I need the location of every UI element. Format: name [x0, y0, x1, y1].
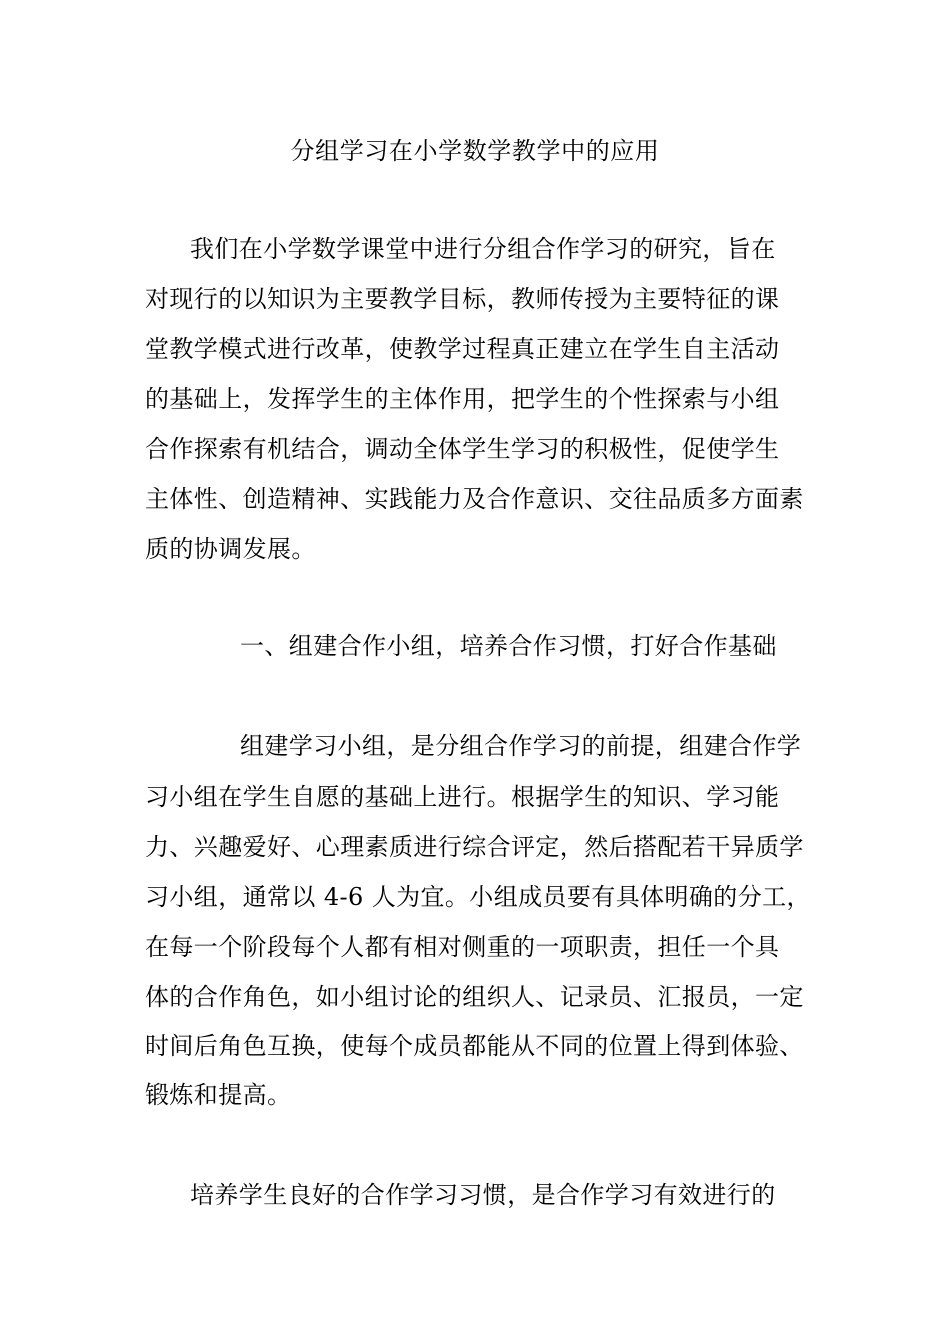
- paragraph-line: 主体性、创造精神、实践能力及合作意识、交往品质多方面素: [145, 485, 804, 513]
- paragraph-line: 在每一个阶段每个人都有相对侧重的一项职责，担任一个具: [145, 933, 780, 961]
- paragraph-line: 时间后角色互换，使每个成员都能从不同的位置上得到体验、: [145, 1032, 804, 1060]
- paragraph-line: 习小组，通常以 4-6 人为宜。小组成员要有具体明确的分工，: [145, 883, 811, 911]
- paragraph-line: 锻炼和提高。: [145, 1081, 292, 1109]
- paragraph-line: 堂教学模式进行改革，使教学过程真正建立在学生自主活动: [145, 335, 780, 363]
- paragraph-line: 培养学生良好的合作学习习惯，是合作学习有效进行的: [190, 1181, 776, 1209]
- paragraph-line: 合作探索有机结合，调动全体学生学习的积极性，促使学生: [145, 435, 780, 463]
- section-heading: 一、组建合作小组，培养合作习惯，打好合作基础: [240, 632, 777, 660]
- document-title: 分组学习在小学数学教学中的应用: [290, 137, 660, 165]
- paragraph-line: 习小组在学生自愿的基础上进行。根据学生的知识、学习能: [145, 783, 780, 811]
- paragraph-line: 的基础上，发挥学生的主体作用，把学生的个性探索与小组: [145, 385, 780, 413]
- paragraph-line: 质的协调发展。: [145, 535, 316, 563]
- paragraph-line: 对现行的以知识为主要教学目标，教师传授为主要特征的课: [145, 285, 780, 313]
- paragraph-line: 力、兴趣爱好、心理素质进行综合评定，然后搭配若干异质学: [145, 833, 804, 861]
- paragraph-line: 体的合作角色，如小组讨论的组织人、记录员、汇报员，一定: [145, 983, 804, 1011]
- paragraph-line: 组建学习小组，是分组合作学习的前提，组建合作学: [240, 732, 802, 760]
- paragraph-line: 我们在小学数学课堂中进行分组合作学习的研究，旨在: [190, 235, 776, 263]
